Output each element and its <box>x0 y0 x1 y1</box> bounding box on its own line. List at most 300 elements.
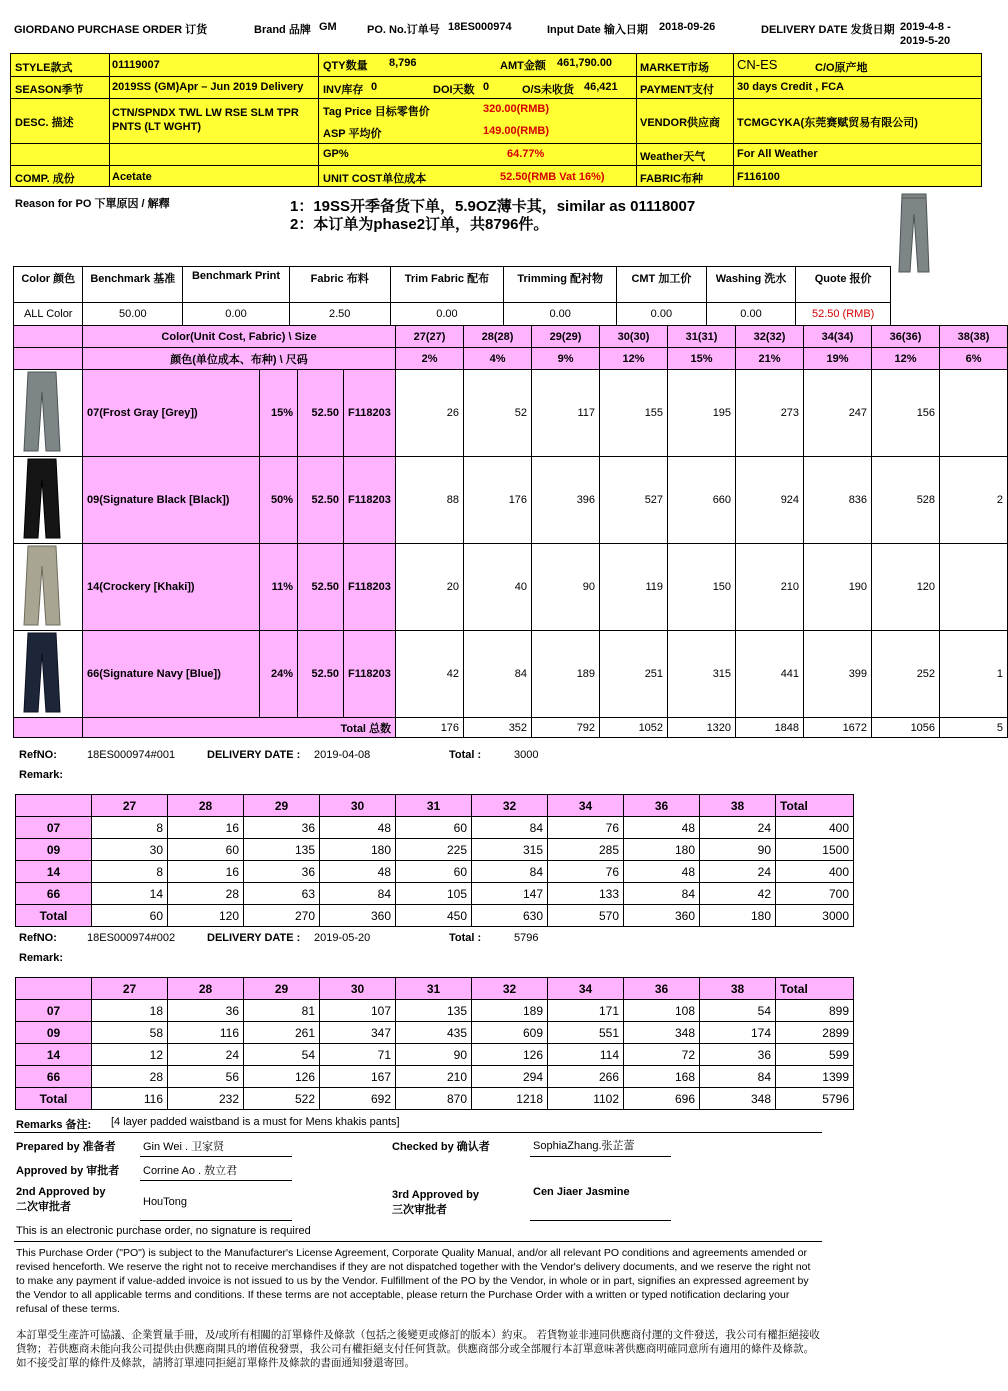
total-cell: 176 <box>396 718 464 738</box>
qty-cell: 528 <box>872 457 940 544</box>
qty-cell: 195 <box>668 370 736 457</box>
dt-header: 34 <box>548 795 624 817</box>
amt-label: AMT金额 <box>500 60 546 72</box>
dt-header: Total <box>776 978 854 1000</box>
third-approved-value: Cen Jiaer Jasmine <box>533 1186 630 1198</box>
bm-value-fabric: 2.50 <box>289 303 390 326</box>
qty-cell: 441 <box>736 631 804 718</box>
total-cell: 1320 <box>668 718 736 738</box>
total-cell: 792 <box>532 718 600 738</box>
qty-cell: 48 <box>320 817 396 839</box>
color-pct: 15% <box>260 370 298 457</box>
qty-cell: 60 <box>396 861 472 883</box>
prepared-value: Gin Wei . 卫家贤 <box>143 1141 225 1153</box>
total-cell: 352 <box>464 718 532 738</box>
doi-value: 0 <box>483 81 490 93</box>
qty-cell: 90 <box>700 839 776 861</box>
tag-price-label: Tag Price 目标零售价 <box>323 106 430 118</box>
qty-cell: 126 <box>244 1066 320 1088</box>
delivery-total-label: Total : <box>449 932 482 944</box>
color-cost: 52.50 <box>298 544 344 631</box>
dt-header: 30 <box>320 795 396 817</box>
bm-header-cmt: CMT 加工价 <box>617 267 707 303</box>
matrix-header-cn: 颜色(单位成本、布种) \ 尺码 <box>83 348 396 370</box>
size-ratio: 4% <box>464 348 532 370</box>
qty-value: 8,796 <box>389 57 417 69</box>
dt-header: 30 <box>320 978 396 1000</box>
qty-cell: 435 <box>396 1022 472 1044</box>
qty-cell: 26 <box>396 370 464 457</box>
qty-cell: 42 <box>396 631 464 718</box>
dt-header: 29 <box>244 978 320 1000</box>
row-label: 66 <box>16 1066 92 1088</box>
market-label: MARKET市场 <box>640 62 710 74</box>
delivery-date-value: 2019-4-8 - <box>900 21 951 33</box>
color-fabric: F118203 <box>344 457 396 544</box>
qty-cell: 105 <box>396 883 472 905</box>
co-label: C/O原产地 <box>815 62 868 74</box>
size-ratio: 21% <box>736 348 804 370</box>
dt-header: Total <box>776 795 854 817</box>
dt-header <box>16 795 92 817</box>
fabric-value: F116100 <box>737 171 780 183</box>
table-row-total <box>16 905 854 927</box>
row-label: 14 <box>16 1044 92 1066</box>
matrix-total-label: Total 总数 <box>83 718 396 738</box>
qty-cell: 399 <box>804 631 872 718</box>
total-cell: 5 <box>940 718 1008 738</box>
matrix-total-row <box>14 718 1008 738</box>
matrix-row-66 <box>14 631 1008 718</box>
delivery-total-value: 5796 <box>514 932 539 944</box>
qty-cell: 180 <box>320 839 396 861</box>
qty-cell: 18 <box>92 1000 168 1022</box>
qty-cell: 360 <box>320 905 396 927</box>
delivery-table-1 <box>15 794 854 927</box>
qty-cell: 84 <box>472 861 548 883</box>
total-cell: 1056 <box>872 718 940 738</box>
prepared-label: Prepared by 准备者 <box>16 1141 116 1153</box>
qty-cell: 273 <box>736 370 804 457</box>
qty-cell: 150 <box>668 544 736 631</box>
ref-label: RefNO: <box>19 932 57 944</box>
qty-cell: 119 <box>600 544 668 631</box>
desc-value-line1: CTN/SPNDX TWL LW RSE SLM TPR <box>112 107 299 119</box>
dt-header <box>16 978 92 1000</box>
bm-value-quote: 52.50 (RMB) <box>796 303 891 326</box>
unit-cost-value: 52.50(RMB Vat 16%) <box>500 171 605 183</box>
season-value: 2019SS (GM)Apr – Jun 2019 Delivery <box>112 81 304 93</box>
qty-cell: 1399 <box>776 1066 854 1088</box>
qty-cell: 114 <box>548 1044 624 1066</box>
qty-cell: 48 <box>624 817 700 839</box>
qty-cell: 36 <box>168 1000 244 1022</box>
bm-header-quote: Quote 报价 <box>796 267 891 303</box>
remarks-label: Remarks 备注: <box>16 1119 92 1131</box>
color-name: 09(Signature Black [Black]) <box>83 457 260 544</box>
dt-header: 32 <box>472 978 548 1000</box>
qty-cell: 1102 <box>548 1088 624 1110</box>
matrix-row-14 <box>14 544 1008 631</box>
qty-cell: 899 <box>776 1000 854 1022</box>
qty-cell: 81 <box>244 1000 320 1022</box>
qty-cell: 54 <box>244 1044 320 1066</box>
size-ratio: 9% <box>532 348 600 370</box>
qty-cell: 156 <box>872 370 940 457</box>
qty-cell: 107 <box>320 1000 396 1022</box>
qty-cell: 147 <box>472 883 548 905</box>
size-ratio: 6% <box>940 348 1008 370</box>
qty-cell: 696 <box>624 1088 700 1110</box>
size-ratio: 12% <box>872 348 940 370</box>
dt-header: 36 <box>624 978 700 1000</box>
qty-cell: 180 <box>624 839 700 861</box>
dt-header: 27 <box>92 978 168 1000</box>
style-value: 01119007 <box>112 59 160 71</box>
table-row <box>16 1044 854 1066</box>
po-value: 18ES000974 <box>448 21 512 33</box>
brand-value: GM <box>319 21 337 33</box>
comp-label: COMP. 成份 <box>15 173 75 185</box>
qty-cell: 60 <box>92 905 168 927</box>
size-matrix-table <box>13 325 1008 738</box>
os-label: O/S未收货 <box>522 84 574 96</box>
qty-cell: 294 <box>472 1066 548 1088</box>
qty-cell: 225 <box>396 839 472 861</box>
table-row <box>16 817 854 839</box>
bm-value-trim-fabric: 0.00 <box>390 303 504 326</box>
approved-label: Approved by 审批者 <box>16 1165 120 1177</box>
qty-cell: 116 <box>92 1088 168 1110</box>
qty-cell: 189 <box>532 631 600 718</box>
input-date-value: 2018-09-26 <box>659 21 716 33</box>
matrix-header-en: Color(Unit Cost, Fabric) \ Size <box>83 326 396 348</box>
qty-cell: 210 <box>396 1066 472 1088</box>
qty-cell: 570 <box>548 905 624 927</box>
pants-black-icon <box>14 457 83 540</box>
qty-cell: 190 <box>804 544 872 631</box>
qty-cell: 167 <box>320 1066 396 1088</box>
qty-cell: 90 <box>532 544 600 631</box>
po-info-block <box>10 53 982 187</box>
qty-cell: 12 <box>92 1044 168 1066</box>
qty-cell: 20 <box>396 544 464 631</box>
dt-header: 28 <box>168 978 244 1000</box>
qty-cell: 247 <box>804 370 872 457</box>
payment-value: 30 days Credit , FCA <box>737 81 844 93</box>
inv-value: 0 <box>371 81 378 93</box>
table-row <box>16 861 854 883</box>
desc-value-line2: PNTS (LT WGHT) <box>112 121 201 133</box>
input-date-label: Input Date 输入日期 <box>547 24 648 36</box>
vendor-value: TCMGCYKA(东莞赛赋贸易有限公司) <box>737 117 918 129</box>
row-label: 14 <box>16 861 92 883</box>
checked-label: Checked by 确认者 <box>392 1141 490 1153</box>
qty-cell: 24 <box>168 1044 244 1066</box>
ref-value: 18ES000974#001 <box>87 749 176 761</box>
table-row <box>16 1022 854 1044</box>
bm-header-fabric: Fabric 布料 <box>289 267 390 303</box>
qty-cell: 155 <box>600 370 668 457</box>
vendor-label: VENDOR供应商 <box>640 117 721 129</box>
qty-cell: 135 <box>244 839 320 861</box>
qty-cell: 870 <box>396 1088 472 1110</box>
table-row-total <box>16 1088 854 1110</box>
qty-cell: 189 <box>472 1000 548 1022</box>
bm-header-trim-fabric: Trim Fabric 配布 <box>390 267 504 303</box>
delivery-date-value-end: 2019-5-20 <box>900 35 951 47</box>
season-label: SEASON季节 <box>15 84 84 96</box>
qty-cell: 660 <box>668 457 736 544</box>
matrix-row-09 <box>14 457 1008 544</box>
qty-cell: 171 <box>548 1000 624 1022</box>
gp-value: 64.77% <box>507 148 545 160</box>
pants-grey-icon <box>14 370 83 453</box>
row-label: 09 <box>16 839 92 861</box>
qty-cell: 14 <box>92 883 168 905</box>
qty-cell: 836 <box>804 457 872 544</box>
size-header: 27(27) <box>396 326 464 348</box>
total-cell: 1848 <box>736 718 804 738</box>
qty-cell: 630 <box>472 905 548 927</box>
table-row <box>16 883 854 905</box>
qty-cell: 180 <box>700 905 776 927</box>
qty-cell: 2899 <box>776 1022 854 1044</box>
qty-cell: 315 <box>668 631 736 718</box>
delivery-date-value: 2019-05-20 <box>314 932 371 944</box>
qty-cell: 36 <box>244 861 320 883</box>
qty-cell: 52 <box>464 370 532 457</box>
qty-cell: 72 <box>624 1044 700 1066</box>
bm-value-cmt: 0.00 <box>617 303 707 326</box>
qty-cell: 48 <box>624 861 700 883</box>
qty-cell: 88 <box>396 457 464 544</box>
weather-label: Weather天气 <box>640 151 706 163</box>
dt-header: 27 <box>92 795 168 817</box>
dt-header: 34 <box>548 978 624 1000</box>
qty-cell: 60 <box>168 839 244 861</box>
row-label: Total <box>16 1088 92 1110</box>
color-name: 07(Frost Gray [Grey]) <box>83 370 260 457</box>
qty-cell: 266 <box>548 1066 624 1088</box>
weather-value: For All Weather <box>737 148 818 160</box>
delivery-date-value: 2019-04-08 <box>314 749 371 761</box>
size-header: 38(38) <box>940 326 1008 348</box>
qty-cell: 56 <box>168 1066 244 1088</box>
qty-cell: 116 <box>168 1022 244 1044</box>
qty-cell: 168 <box>624 1066 700 1088</box>
row-label: 09 <box>16 1022 92 1044</box>
qty-cell: 60 <box>396 817 472 839</box>
size-header: 36(36) <box>872 326 940 348</box>
qty-cell: 24 <box>700 861 776 883</box>
qty-cell: 8 <box>92 861 168 883</box>
size-header: 32(32) <box>736 326 804 348</box>
reason-line-2: 2：本订单为phase2订单，共8796件。 <box>290 216 549 233</box>
qty-cell: 251 <box>600 631 668 718</box>
qty-cell: 36 <box>700 1044 776 1066</box>
second-approved-label: 2nd Approved by <box>16 1186 106 1198</box>
delivery-date-label: DELIVERY DATE 发货日期 <box>761 24 895 36</box>
qty-cell: 84 <box>472 817 548 839</box>
bm-value-benchmark-print: 0.00 <box>183 303 290 326</box>
terms-chinese: 本訂單受生產許可協議、企業質量手冊，及/或所有相關的訂單條件及條款（包括之後變更或修訂的版本）約束。 若貨物並非連同供應商付運的文件發送，我公司有權拒絕接收貨物；若供應商未能向我公司提供由供應商開具的增值稅發票，我公司有權拒絕支付任何貨款。供應商部分或全部履行本訂單意味著供應商明確同意所有適用的條件及條款。如不接受訂單的條件及條款，請將訂單連同拒絕訂單條件及條款的書面通知發還寄回。 <box>16 1329 820 1369</box>
asp-label: ASP 平均价 <box>323 128 382 140</box>
qty-cell: 120 <box>872 544 940 631</box>
market-value: CN-ES <box>737 57 778 72</box>
row-label: 07 <box>16 1000 92 1022</box>
row-label: 66 <box>16 883 92 905</box>
qty-label: QTY数量 <box>323 60 368 72</box>
qty-cell: 176 <box>464 457 532 544</box>
row-label: 07 <box>16 817 92 839</box>
size-header: 28(28) <box>464 326 532 348</box>
qty-cell: 527 <box>600 457 668 544</box>
pants-khaki-icon <box>14 544 83 627</box>
size-header: 31(31) <box>668 326 736 348</box>
remarks-value: [4 layer padded waistband is a must for Mens khakis pants] <box>111 1116 400 1128</box>
benchmark-table <box>13 266 891 326</box>
color-cost: 52.50 <box>298 370 344 457</box>
dt-header: 32 <box>472 795 548 817</box>
qty-cell: 692 <box>320 1088 396 1110</box>
table-row <box>16 839 854 861</box>
qty-cell: 54 <box>700 1000 776 1022</box>
qty-cell: 16 <box>168 817 244 839</box>
qty-cell: 84 <box>464 631 532 718</box>
qty-cell: 1 <box>940 631 1008 718</box>
qty-cell: 63 <box>244 883 320 905</box>
size-header: 30(30) <box>600 326 668 348</box>
bm-header-benchmark-print: Benchmark Print <box>183 267 290 303</box>
dt-header: 38 <box>700 978 776 1000</box>
qty-cell: 16 <box>168 861 244 883</box>
color-cost: 52.50 <box>298 631 344 718</box>
ref-value: 18ES000974#002 <box>87 932 176 944</box>
dt-header: 31 <box>396 795 472 817</box>
qty-cell: 28 <box>92 1066 168 1088</box>
bm-header-benchmark: Benchmark 基准 <box>83 267 183 303</box>
color-name: 66(Signature Navy [Blue]) <box>83 631 260 718</box>
qty-cell <box>940 544 1008 631</box>
pants-grey-icon <box>893 192 935 276</box>
size-ratio: 2% <box>396 348 464 370</box>
color-fabric: F118203 <box>344 631 396 718</box>
payment-label: PAYMENT支付 <box>640 84 714 96</box>
size-ratio: 15% <box>668 348 736 370</box>
desc-label: DESC. 描述 <box>15 117 74 129</box>
dt-header: 36 <box>624 795 700 817</box>
qty-cell: 347 <box>320 1022 396 1044</box>
qty-cell: 360 <box>624 905 700 927</box>
qty-cell: 90 <box>396 1044 472 1066</box>
qty-cell: 24 <box>700 817 776 839</box>
delivery-total-value: 3000 <box>514 749 539 761</box>
fabric-label: FABRIC布种 <box>640 173 703 185</box>
qty-cell: 210 <box>736 544 804 631</box>
qty-cell: 108 <box>624 1000 700 1022</box>
delivery-table-2 <box>15 977 854 1110</box>
bm-value-color: ALL Color <box>14 303 83 326</box>
qty-cell: 42 <box>700 883 776 905</box>
remark-label: Remark: <box>19 769 64 781</box>
os-value: 46,421 <box>584 81 618 93</box>
qty-cell: 400 <box>776 817 854 839</box>
tag-price-value: 320.00(RMB) <box>483 103 550 115</box>
qty-cell: 133 <box>548 883 624 905</box>
color-pct: 11% <box>260 544 298 631</box>
qty-cell: 700 <box>776 883 854 905</box>
reason-label: Reason for PO 下單原因 / 解釋 <box>15 198 170 210</box>
total-cell: 1052 <box>600 718 668 738</box>
terms-english: This Purchase Order ("PO") is subject to the Manufacturer's License Agreement, Corporate Quality Manual, and/or all relevant PO conditions and agreements amended or revised henceforth. We reserve the right not to receive merchandises if they are not dispatched together with the Vendor's delivery documents, and we reserve the right not to make any payment if value-added invoice is not issued to us by the Vendor. Fulfillment of the PO by the Vendor, in whole or in part, signifies an expressed agreement by the Vendor to all applicable terms and conditions. If these terms are not acceptable, please return the Purchase Order with a written or typed notification declaring your refusal of these terms. <box>16 1247 811 1315</box>
qty-cell: 400 <box>776 861 854 883</box>
qty-cell: 84 <box>320 883 396 905</box>
bm-value-benchmark: 50.00 <box>83 303 183 326</box>
qty-cell: 450 <box>396 905 472 927</box>
qty-cell: 135 <box>396 1000 472 1022</box>
qty-cell: 1500 <box>776 839 854 861</box>
row-label: Total <box>16 905 92 927</box>
dt-header: 31 <box>396 978 472 1000</box>
qty-cell: 348 <box>624 1022 700 1044</box>
table-row <box>16 1000 854 1022</box>
qty-cell: 71 <box>320 1044 396 1066</box>
qty-cell: 126 <box>472 1044 548 1066</box>
checked-value: SophiaZhang.张芷蕾 <box>533 1140 635 1152</box>
qty-cell: 315 <box>472 839 548 861</box>
ref-label: RefNO: <box>19 749 57 761</box>
size-header: 29(29) <box>532 326 600 348</box>
doi-label: DOI天数 <box>433 84 475 96</box>
brand-label: Brand 品牌 <box>254 24 311 36</box>
size-ratio: 19% <box>804 348 872 370</box>
qty-cell: 28 <box>168 883 244 905</box>
color-name: 14(Crockery [Khaki]) <box>83 544 260 631</box>
size-header: 34(34) <box>804 326 872 348</box>
qty-cell <box>940 370 1008 457</box>
delivery-date-label: DELIVERY DATE : <box>207 749 301 761</box>
qty-cell: 522 <box>244 1088 320 1110</box>
qty-cell: 599 <box>776 1044 854 1066</box>
qty-cell: 40 <box>464 544 532 631</box>
second-approved-value: HouTong <box>143 1196 188 1208</box>
color-fabric: F118203 <box>344 544 396 631</box>
third-approved-label: 3rd Approved by <box>392 1189 479 1201</box>
table-row <box>16 1066 854 1088</box>
qty-cell: 348 <box>700 1088 776 1110</box>
qty-cell: 232 <box>168 1088 244 1110</box>
qty-cell: 2 <box>940 457 1008 544</box>
qty-cell: 120 <box>168 905 244 927</box>
qty-cell: 76 <box>548 817 624 839</box>
qty-cell: 84 <box>700 1066 776 1088</box>
bm-header-trimming: Trimming 配衬物 <box>504 267 617 303</box>
color-pct: 50% <box>260 457 298 544</box>
matrix-row-07 <box>14 370 1008 457</box>
color-pct: 24% <box>260 631 298 718</box>
qty-cell: 3000 <box>776 905 854 927</box>
qty-cell: 270 <box>244 905 320 927</box>
dt-header: 38 <box>700 795 776 817</box>
style-label: STYLE款式 <box>15 62 73 74</box>
qty-cell: 36 <box>244 817 320 839</box>
delivery-total-label: Total : <box>449 749 482 761</box>
bm-header-color: Color 颜色 <box>14 267 83 303</box>
gp-label: GP% <box>323 148 349 160</box>
qty-cell: 48 <box>320 861 396 883</box>
reason-line-1: 1：19SS开季备货下单，5.9OZ薄卡其，similar as 01118007 <box>290 198 696 215</box>
